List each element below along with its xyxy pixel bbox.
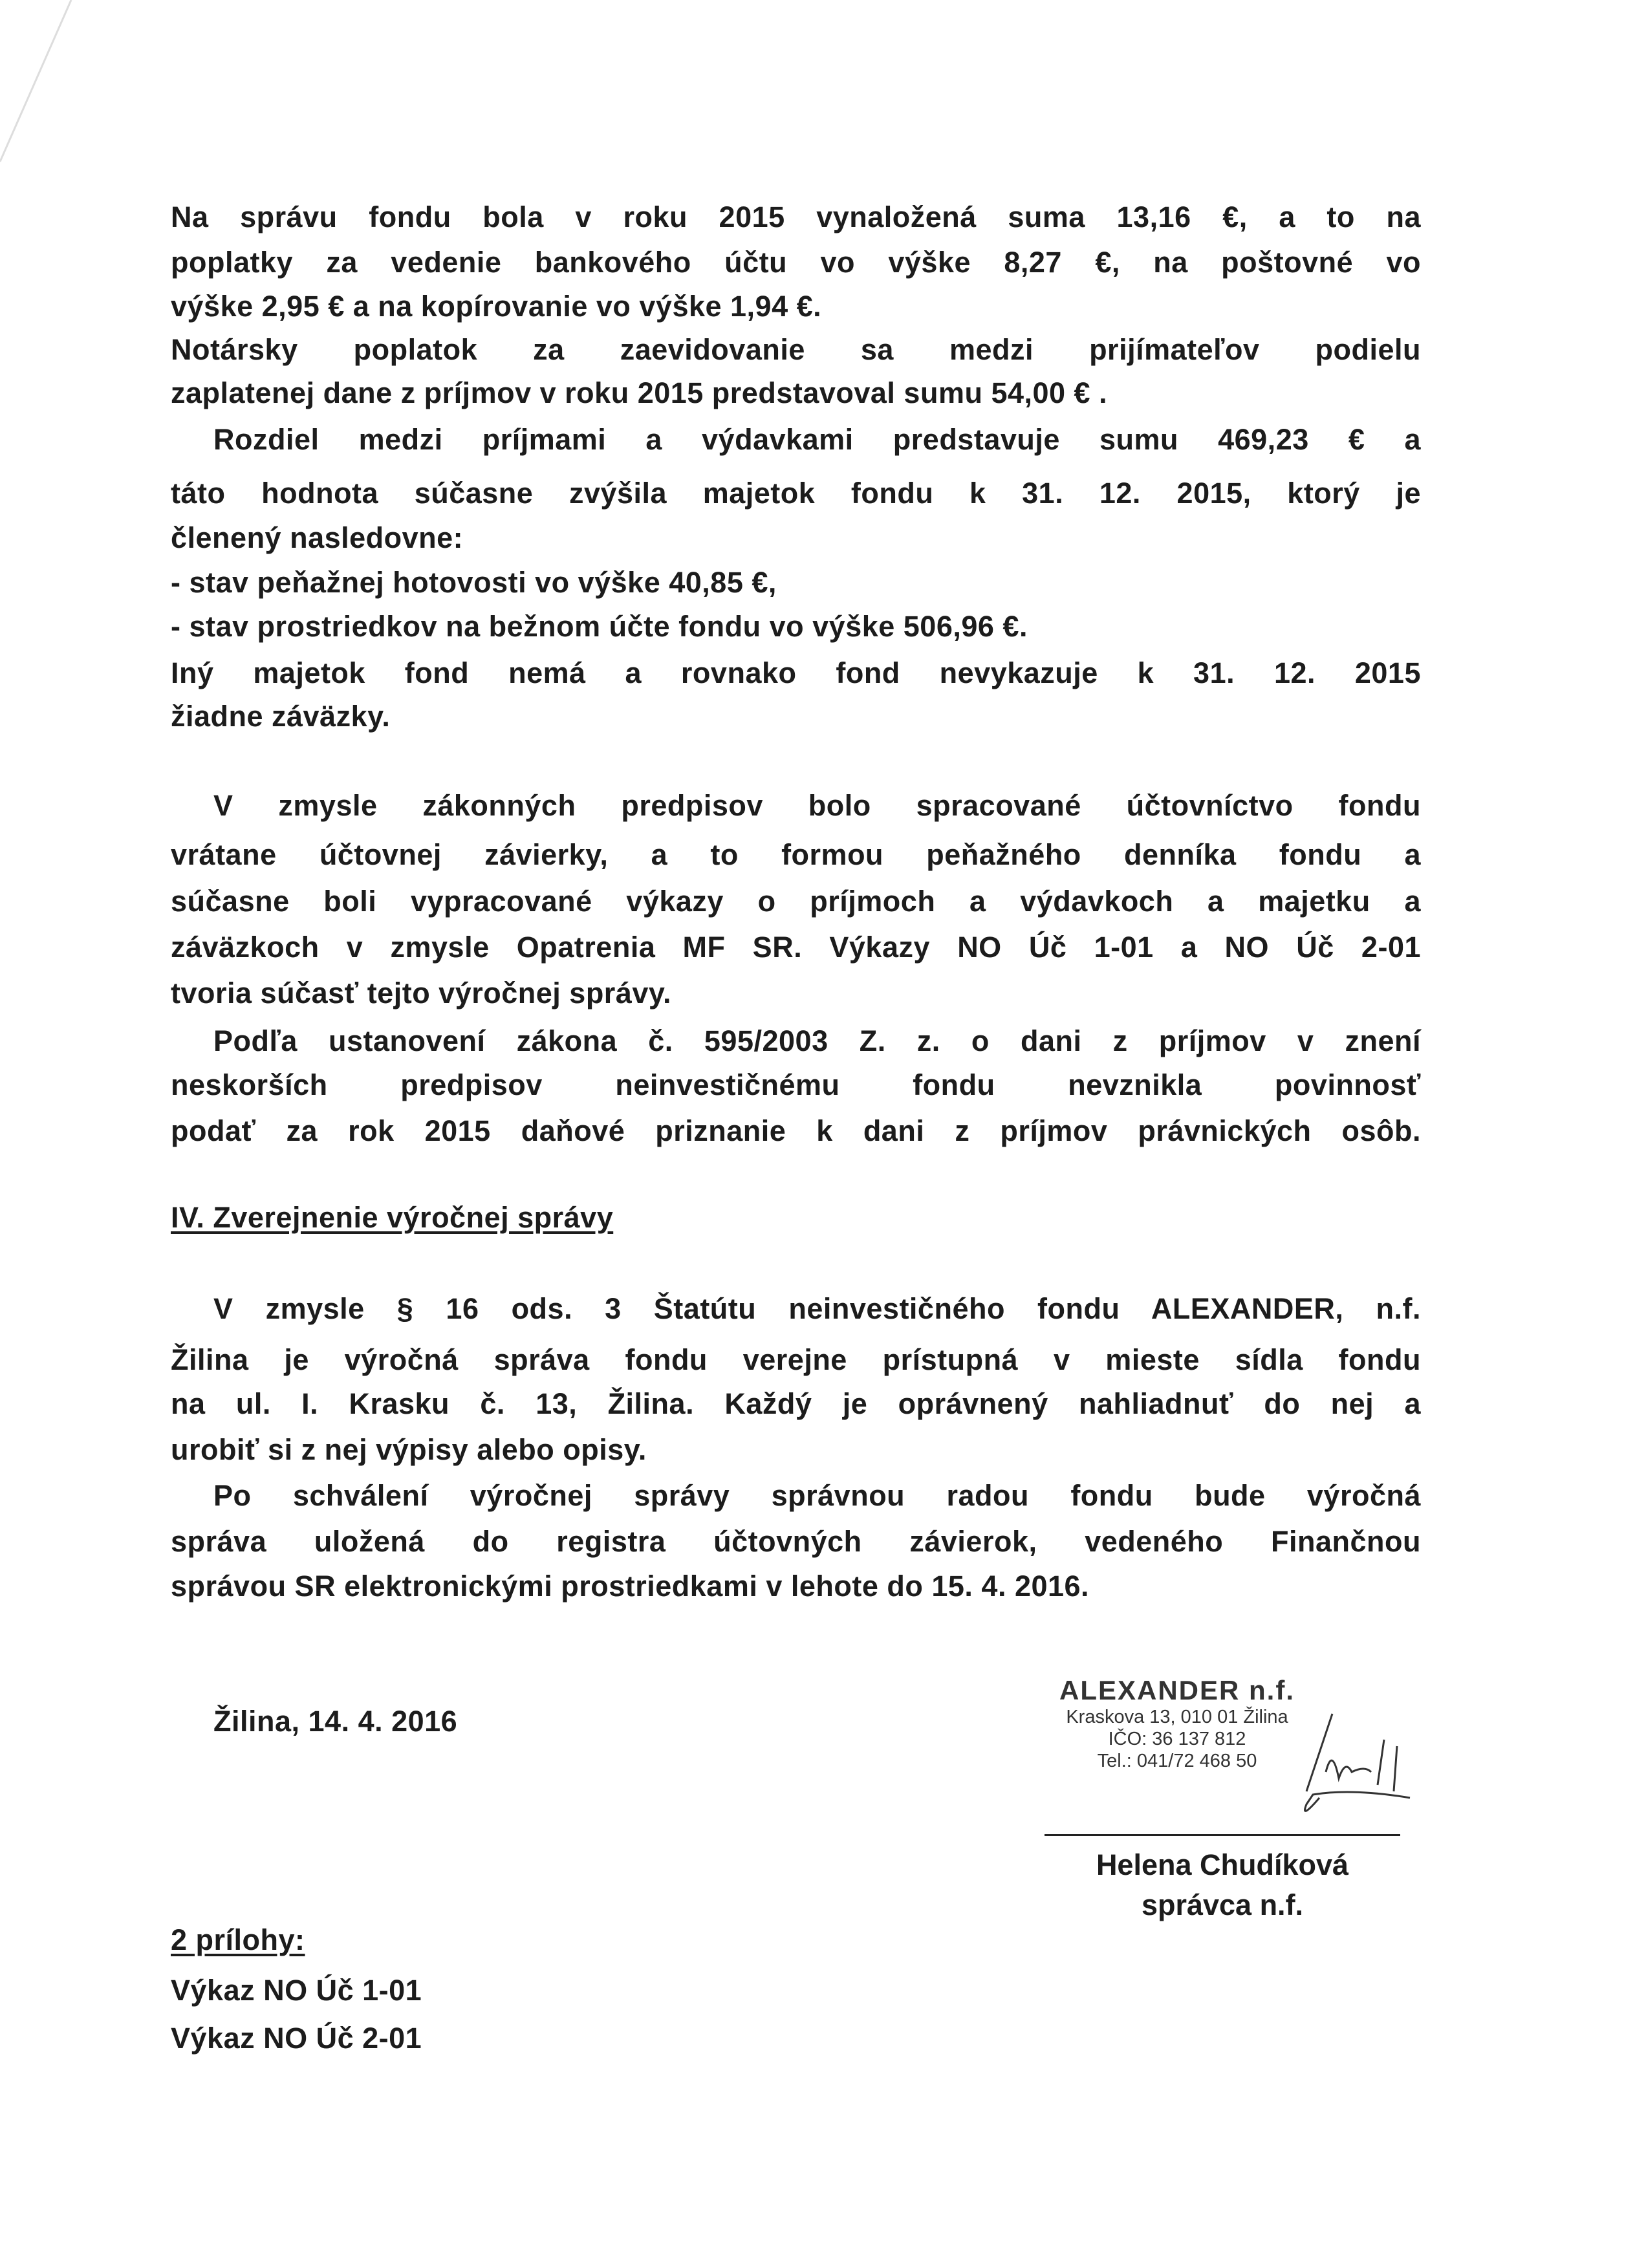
signature-line bbox=[1045, 1834, 1400, 1836]
signatory-role: správca n.f. bbox=[1141, 1888, 1304, 1921]
section-heading: IV. Zverejnenie výročnej správy bbox=[171, 1201, 614, 1234]
text-line: tvoria súčasť tejto výročnej správy. bbox=[171, 977, 672, 1010]
text-line: V zmysle zákonných predpisov bolo spracované účtovníctvo fondu bbox=[213, 789, 1421, 822]
text-line: podať za rok 2015 daňové priznanie k dani z príjmov právnických osôb. bbox=[171, 1114, 1421, 1147]
text-line: súčasne boli vypracované výkazy o príjmoch a výdavkoch a majetku a bbox=[171, 885, 1421, 918]
organization-stamp bbox=[1028, 1675, 1326, 1772]
text-line: Na správu fondu bola v roku 2015 vynaložená suma 13,16 €, a to na bbox=[171, 200, 1421, 233]
text-line: urobiť si z nej výpisy alebo opisy. bbox=[171, 1433, 647, 1466]
text-line: Žilina je výročná správa fondu verejne prístupná v mieste sídla fondu bbox=[171, 1343, 1421, 1376]
handwritten-signature bbox=[1287, 1707, 1429, 1817]
place-date: Žilina, 14. 4. 2016 bbox=[213, 1705, 458, 1738]
attachments-heading: 2 prílohy: bbox=[171, 1923, 305, 1956]
text-line: neskorších predpisov neinvestičnému fondu nevznikla povinnosť bbox=[171, 1068, 1421, 1101]
text-line: zaplatenej dane z príjmov v roku 2015 predstavoval sumu 54,00 € . bbox=[171, 376, 1108, 409]
text-line: Po schválení výročnej správy správnou radou fondu bude výročná bbox=[213, 1479, 1421, 1512]
text-line: Iný majetok fond nemá a rovnako fond nevykazuje k 31. 12. 2015 bbox=[171, 656, 1421, 689]
text-line: V zmysle § 16 ods. 3 Štatútu neinvestičného fondu ALEXANDER, n.f. bbox=[213, 1292, 1421, 1325]
text-line: - stav prostriedkov na bežnom účte fondu vo výške 506,96 €. bbox=[171, 610, 1028, 643]
scan-edge-shadow bbox=[0, 0, 78, 168]
text-line: Rozdiel medzi príjmami a výdavkami predstavuje sumu 469,23 € a bbox=[213, 423, 1421, 456]
text-line: výške 2,95 € a na kopírovanie vo výške 1,94 €. bbox=[171, 290, 822, 323]
stamp-name: ALEXANDER n.f. bbox=[1059, 1675, 1295, 1705]
text-line: žiadne záväzky. bbox=[171, 700, 391, 733]
stamp-tel: Tel.: 041/72 468 50 bbox=[1097, 1751, 1257, 1771]
stamp-address: Kraskova 13, 010 01 Žilina bbox=[1066, 1707, 1288, 1727]
text-line: poplatky za vedenie bankového účtu vo výške 8,27 €, na poštovné vo bbox=[171, 246, 1421, 279]
signatory-name: Helena Chudíková bbox=[1096, 1848, 1349, 1881]
text-line: správou SR elektronickými prostriedkami v lehote do 15. 4. 2016. bbox=[171, 1570, 1090, 1603]
text-line: záväzkoch v zmysle Opatrenia MF SR. Výkazy NO Úč 1-01 a NO Úč 2-01 bbox=[171, 931, 1421, 964]
attachment-item: Výkaz NO Úč 2-01 bbox=[171, 2022, 422, 2055]
text-line: členený nasledovne: bbox=[171, 521, 464, 554]
text-line: vrátane účtovnej závierky, a to formou peňažného denníka fondu a bbox=[171, 838, 1421, 871]
attachment-item: Výkaz NO Úč 1-01 bbox=[171, 1974, 422, 2007]
text-line: Podľa ustanovení zákona č. 595/2003 Z. z. o dani z príjmov v znení bbox=[213, 1024, 1421, 1057]
text-line: - stav peňažnej hotovosti vo výške 40,85 €, bbox=[171, 566, 777, 599]
text-line: správa uložená do registra účtovných závierok, vedeného Finančnou bbox=[171, 1525, 1421, 1558]
stamp-ico: IČO: 36 137 812 bbox=[1108, 1729, 1246, 1749]
text-line: Notársky poplatok za zaevidovanie sa medzi prijímateľov podielu bbox=[171, 333, 1421, 366]
text-line: na ul. I. Krasku č. 13, Žilina. Každý je oprávnený nahliadnuť do nej a bbox=[171, 1387, 1421, 1420]
text-line: táto hodnota súčasne zvýšila majetok fondu k 31. 12. 2015, ktorý je bbox=[171, 477, 1421, 510]
